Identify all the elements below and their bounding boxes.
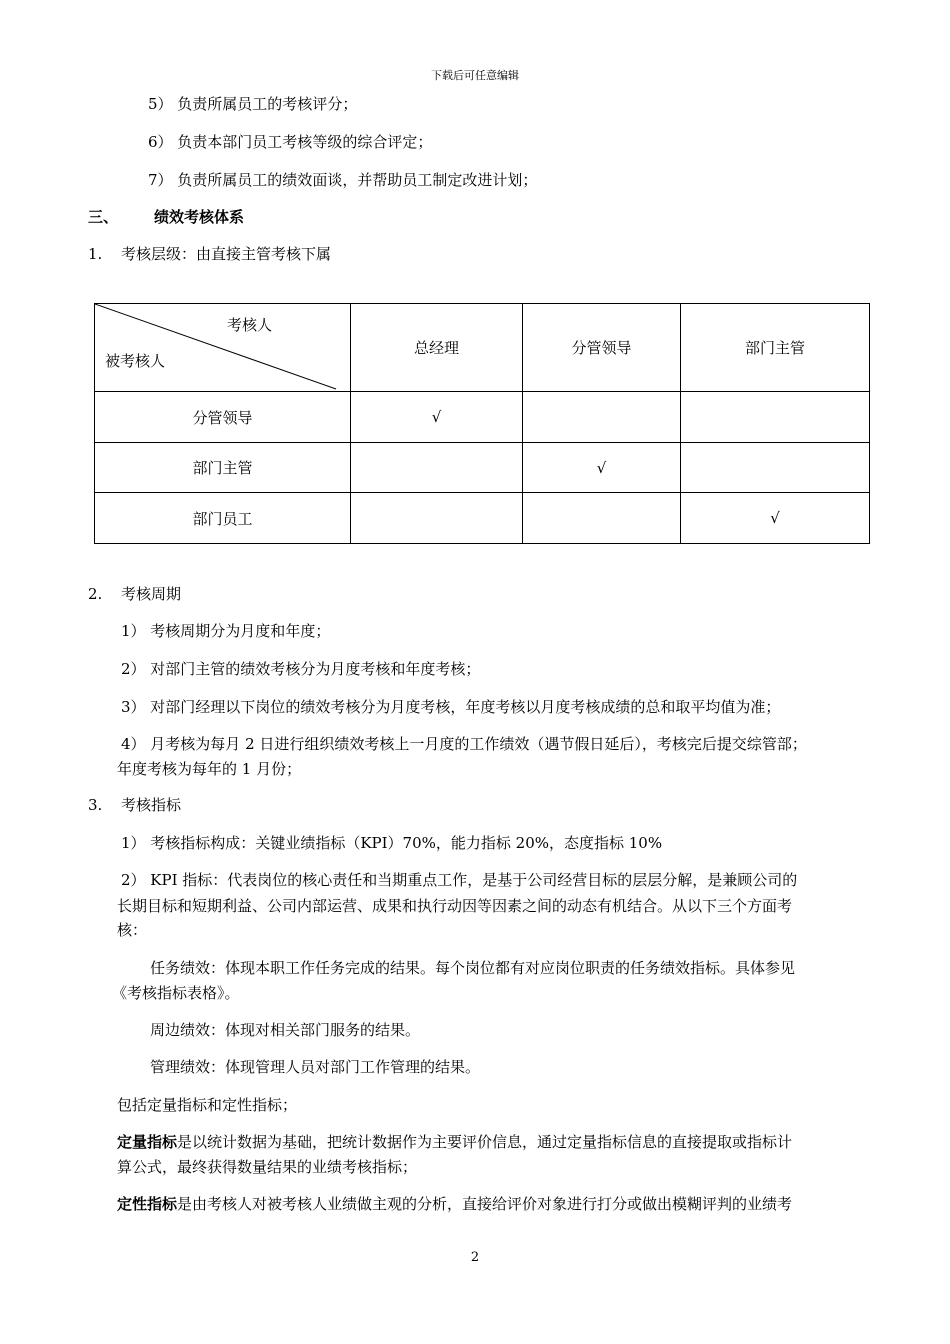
quantitative-definition: 是以统计数据为基础，把统计数据作为主要评价信息，通过定量指标信息的直接提取或指标计 (177, 1133, 793, 1151)
table-cell: √ (351, 392, 523, 443)
qualitative-line-1 (117, 1194, 792, 1214)
table-cell (351, 493, 523, 544)
appraisal-level-table (94, 303, 870, 544)
table-row (95, 392, 870, 443)
item-1-number: 1. (88, 245, 103, 263)
peripheral-performance: 周边绩效：体现对相关部门服务的结果。 (150, 1021, 421, 1039)
task-performance-line-2: 《考核指标表格》。 (112, 984, 240, 1002)
table-row (95, 493, 870, 544)
table-header-row (95, 304, 870, 392)
column-header: 分管领导 (523, 304, 681, 392)
page-header: 下载后可任意编辑 (431, 69, 519, 82)
row-label: 部门主管 (95, 443, 351, 493)
corner-label-appraiser: 考核人 (226, 316, 272, 334)
item-3-number: 3. (88, 796, 103, 814)
intro-item-7: 7） 负责所属员工的绩效面谈，并帮助员工制定改进计划； (148, 171, 538, 189)
quantitative-term: 定量指标 (117, 1133, 178, 1151)
cycle-sub-2: 2） 对部门主管的绩效考核分为月度考核和年度考核； (121, 660, 481, 678)
table-cell (523, 493, 681, 544)
item-2-number: 2. (88, 585, 103, 603)
quantitative-line-2: 算公式，最终获得数量结果的业绩考核指标； (117, 1158, 418, 1176)
column-header: 部门主管 (681, 304, 870, 392)
kpi-line-3: 核： (117, 921, 148, 939)
diagonal-line (95, 304, 350, 391)
intro-item-6: 6） 负责本部门员工考核等级的综合评定； (148, 133, 433, 151)
table-cell (351, 443, 523, 493)
quantitative-line-1 (117, 1132, 792, 1152)
table-row (95, 443, 870, 493)
cycle-sub-3: 3） 对部门经理以下岗位的绩效考核分为月度考核，年度考核以月度考核成绩的总和取平均值为准； (121, 698, 781, 716)
table-corner-cell (95, 304, 351, 392)
cycle-sub-4-line1: 4） 月考核为每月 2 日进行组织绩效考核上一月度的工作绩效（遇节假日延后），考核完后提交综管部； (121, 735, 807, 753)
indicator-types: 包括定量指标和定性指标； (117, 1096, 298, 1114)
section-number: 三、 (88, 208, 119, 226)
qualitative-definition: 是由考核人对被考核人业绩做主观的分析，直接给评价对象进行打分或做出模糊评判的业绩考 (177, 1195, 793, 1213)
table-cell: √ (681, 493, 870, 544)
indicator-sub-1: 1） 考核指标构成：关键业绩指标（KPI）70%，能力指标 20%，态度指标 10% (121, 834, 663, 852)
kpi-line-2: 长期目标和短期利益、公司内部运营、成果和执行动因等因素之间的动态有机结合。从以下三个方面考 (117, 897, 793, 915)
item-2-text: 考核周期 (121, 585, 182, 603)
kpi-line-1: 2） KPI 指标：代表岗位的核心责任和当期重点工作，是基于公司经营目标的层层分解，是兼顾公司的 (121, 871, 798, 889)
cycle-sub-4-line2: 年度考核为每年的 1 月份； (117, 760, 302, 778)
management-performance: 管理绩效：体现管理人员对部门工作管理的结果。 (150, 1058, 481, 1076)
task-performance-line-1: 任务绩效：体现本职工作任务完成的结果。每个岗位都有对应岗位职责的任务绩效指标。具体参见 (150, 959, 796, 977)
intro-item-5: 5） 负责所属员工的考核评分； (148, 95, 358, 113)
section-title: 绩效考核体系 (154, 208, 245, 226)
page-number: 2 (470, 1250, 480, 1265)
corner-label-appraisee: 被考核人 (105, 352, 166, 370)
table-cell: √ (523, 443, 681, 493)
item-3-text: 考核指标 (121, 796, 182, 814)
cycle-sub-1: 1） 考核周期分为月度和年度； (121, 622, 331, 640)
qualitative-term: 定性指标 (117, 1195, 178, 1213)
column-header: 总经理 (351, 304, 523, 392)
table-cell (681, 443, 870, 493)
row-label: 分管领导 (95, 392, 351, 443)
row-label: 部门员工 (95, 493, 351, 544)
table-cell (523, 392, 681, 443)
table-cell (681, 392, 870, 443)
item-1-text: 考核层级：由直接主管考核下属 (121, 245, 332, 263)
